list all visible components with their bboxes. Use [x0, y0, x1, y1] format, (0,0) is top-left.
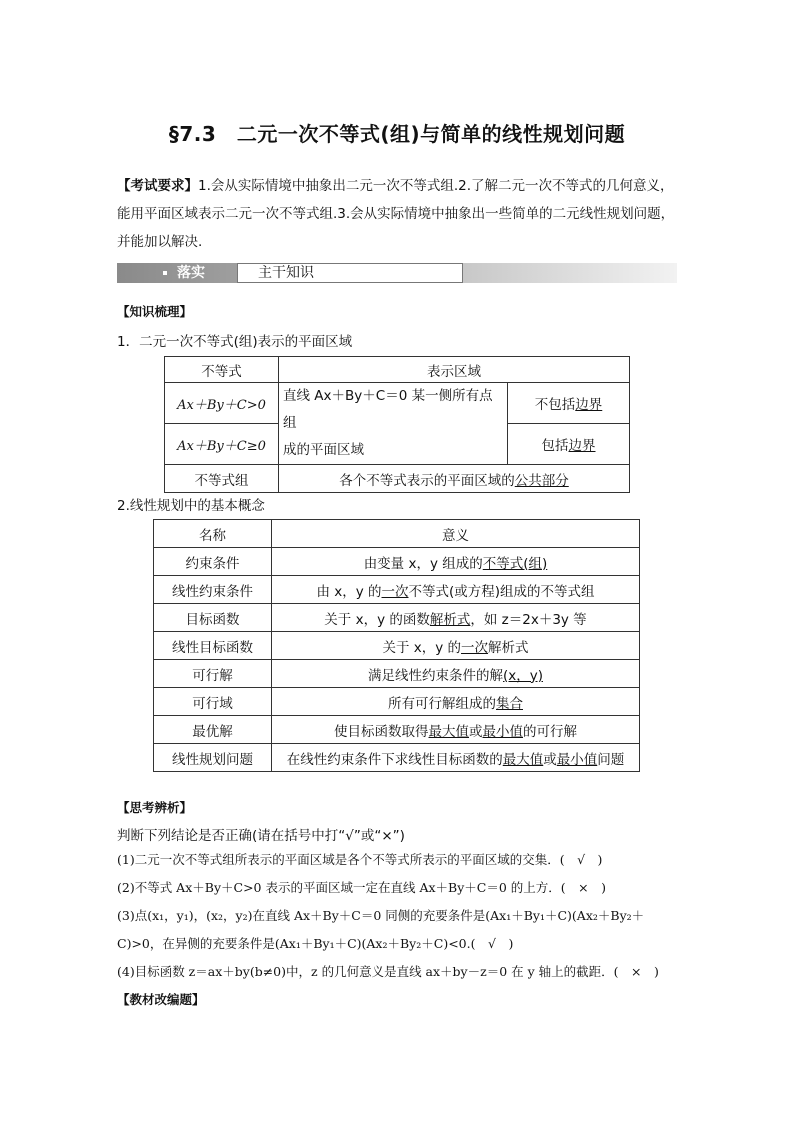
think-item-4: (4)目标函数 z＝ax＋by(b≠0)中，z 的几何意义是直线 ax＋by－z＝0 在 y 轴上的截距．( × ) — [117, 964, 659, 979]
requirements-label: 【考试要求】 — [117, 178, 198, 194]
concept-row — [154, 660, 640, 688]
concept-meaning-post: 不等式(或方程)组成的不等式组 — [408, 583, 595, 600]
region-table-header-region: 表示区域 — [279, 357, 630, 383]
concept-row — [154, 604, 640, 632]
concept-meaning-post2: 的可行解 — [523, 723, 577, 740]
region-row-3-text: 各个不等式表示的平面区域的 — [339, 472, 515, 489]
concept-row-name: 线性目标函数 — [154, 632, 272, 660]
concept-meaning-u: 最大值 — [502, 751, 544, 768]
concept-row-meaning — [272, 660, 640, 688]
region-row-3-label: 不等式组 — [165, 465, 279, 493]
concept-meaning-pre: 关于 x，y 的函数 — [324, 611, 430, 628]
concept-meaning-post: 解析式 — [488, 639, 529, 656]
concept-table — [153, 519, 640, 772]
concept-meaning-u: 一次 — [461, 639, 489, 656]
region-row-1-boundary-text: 不包括 — [534, 397, 576, 413]
region-middle-line-2: 成的平面区域 — [283, 442, 364, 458]
banner-dot-icon — [163, 271, 167, 275]
banner-right-box — [237, 263, 463, 283]
concept-meaning-post: ，如 z＝2x＋3y 等 — [470, 611, 587, 628]
concept-row — [154, 632, 640, 660]
requirements-line-1: 1.会从实际情境中抽象出二元一次不等式组.2.了解二元一次不等式的几何意义， — [198, 178, 674, 194]
concept-row-meaning — [272, 716, 640, 744]
concept-row — [154, 716, 640, 744]
section-banner — [117, 263, 677, 283]
concept-table-header-meaning: 意义 — [272, 520, 640, 548]
concept-meaning-u: 集合 — [496, 695, 523, 712]
think-item-2: (2)不等式 Ax＋By＋C>0 表示的平面区域一定在直线 Ax＋By＋C＝0 的上方．( × ) — [117, 880, 606, 895]
region-row-1-boundary-underlined: 边界 — [575, 397, 603, 413]
requirements-line-3: 并能加以解决. — [117, 234, 203, 250]
concept-meaning-u: (x，y) — [502, 667, 543, 684]
requirements-line-2: 能用平面区域表示二元一次不等式组.3.会从实际情境中抽象出一些简单的二元线性规划问题， — [117, 206, 675, 222]
concept-meaning-u: 最大值 — [428, 723, 469, 740]
region-row-2-boundary-underlined: 边界 — [568, 438, 596, 454]
concept-meaning-post: 或 — [543, 751, 557, 768]
region-row-2-boundary — [508, 424, 630, 465]
concept-row-meaning — [272, 548, 640, 576]
region-row-1-inequality: Ax＋By＋C>0 — [165, 383, 279, 424]
concept-meaning-u: 不等式(组) — [482, 555, 548, 572]
think-heading: 【思考辨析】 — [117, 800, 193, 815]
region-middle-line-1: 直线 Ax＋By＋C＝0 某一侧所有点组 — [283, 388, 493, 431]
region-row-3-meaning — [279, 465, 630, 493]
concept-row — [154, 744, 640, 772]
banner-left-label: 落实 — [177, 265, 205, 281]
concept-meaning-pre: 使目标函数取得 — [334, 723, 429, 740]
concept-meaning-pre: 满足线性约束条件的解 — [367, 667, 503, 684]
concept-row-name: 目标函数 — [154, 604, 272, 632]
concept-row-meaning — [272, 604, 640, 632]
concept-row-name: 约束条件 — [154, 548, 272, 576]
concept-row-meaning — [272, 632, 640, 660]
region-row-2-inequality: Ax＋By＋C≥0 — [165, 424, 279, 465]
concept-row-name: 线性约束条件 — [154, 576, 272, 604]
knowledge-item-2: 2.线性规划中的基本概念 — [117, 498, 265, 514]
textbook-heading: 【教材改编题】 — [117, 992, 205, 1007]
concept-meaning-pre: 由变量 x，y 组成的 — [363, 555, 483, 572]
concept-meaning-pre: 所有可行解组成的 — [388, 695, 496, 712]
concept-meaning-u: 解析式 — [429, 611, 471, 628]
concept-meaning-u: 一次 — [381, 583, 409, 600]
concept-row-name: 可行域 — [154, 688, 272, 716]
think-item-3b: C)>0，在异侧的充要条件是(Ax₁＋By₁＋C)(Ax₂＋By₂＋C)<0.( √ ) — [117, 936, 514, 951]
region-row-3-underlined: 公共部分 — [514, 472, 569, 489]
concept-meaning-pre: 在线性约束条件下求线性目标函数的 — [286, 751, 503, 768]
knowledge-item-1: 1．二元一次不等式(组)表示的平面区域 — [117, 334, 353, 350]
concept-meaning-post: 或 — [469, 723, 483, 740]
concept-meaning-post2: 问题 — [597, 751, 625, 768]
think-intro: 判断下列结论是否正确(请在括号中打“√”或“×”) — [117, 828, 405, 844]
concept-table-header-name: 名称 — [154, 520, 272, 548]
region-table — [164, 356, 630, 493]
region-middle-cell — [279, 383, 508, 465]
concept-row-meaning — [272, 688, 640, 716]
concept-row — [154, 688, 640, 716]
concept-meaning-pre: 由 x，y 的 — [316, 583, 382, 600]
knowledge-heading: 【知识梳理】 — [117, 304, 193, 319]
concept-row-name: 线性规划问题 — [154, 744, 272, 772]
concept-meaning-u2: 最小值 — [482, 723, 523, 740]
page-title: §7.3 二元一次不等式(组)与简单的线性规划问题 — [168, 122, 626, 146]
think-items — [117, 846, 687, 986]
concept-row-meaning — [272, 576, 640, 604]
region-row-2-boundary-text: 包括 — [541, 438, 569, 454]
concept-row-meaning — [272, 744, 640, 772]
concept-row — [154, 548, 640, 576]
banner-right-label: 主干知识 — [258, 265, 314, 281]
concept-row-name: 最优解 — [154, 716, 272, 744]
think-item-1: (1)二元一次不等式组所表示的平面区域是各个不等式所表示的平面区域的交集．( √ ) — [117, 852, 603, 867]
concept-row — [154, 576, 640, 604]
think-item-3a: (3)点(x₁，y₁)，(x₂，y₂)在直线 Ax＋By＋C＝0 同侧的充要条件是(Ax₁＋By₁＋C)(Ax₂＋By₂＋ — [117, 908, 645, 923]
region-row-1-boundary — [508, 383, 630, 424]
concept-meaning-u2: 最小值 — [556, 751, 598, 768]
concept-row-name: 可行解 — [154, 660, 272, 688]
exam-requirements — [117, 172, 677, 256]
region-table-header-inequality: 不等式 — [165, 357, 279, 383]
concept-meaning-pre: 关于 x，y 的 — [382, 639, 462, 656]
